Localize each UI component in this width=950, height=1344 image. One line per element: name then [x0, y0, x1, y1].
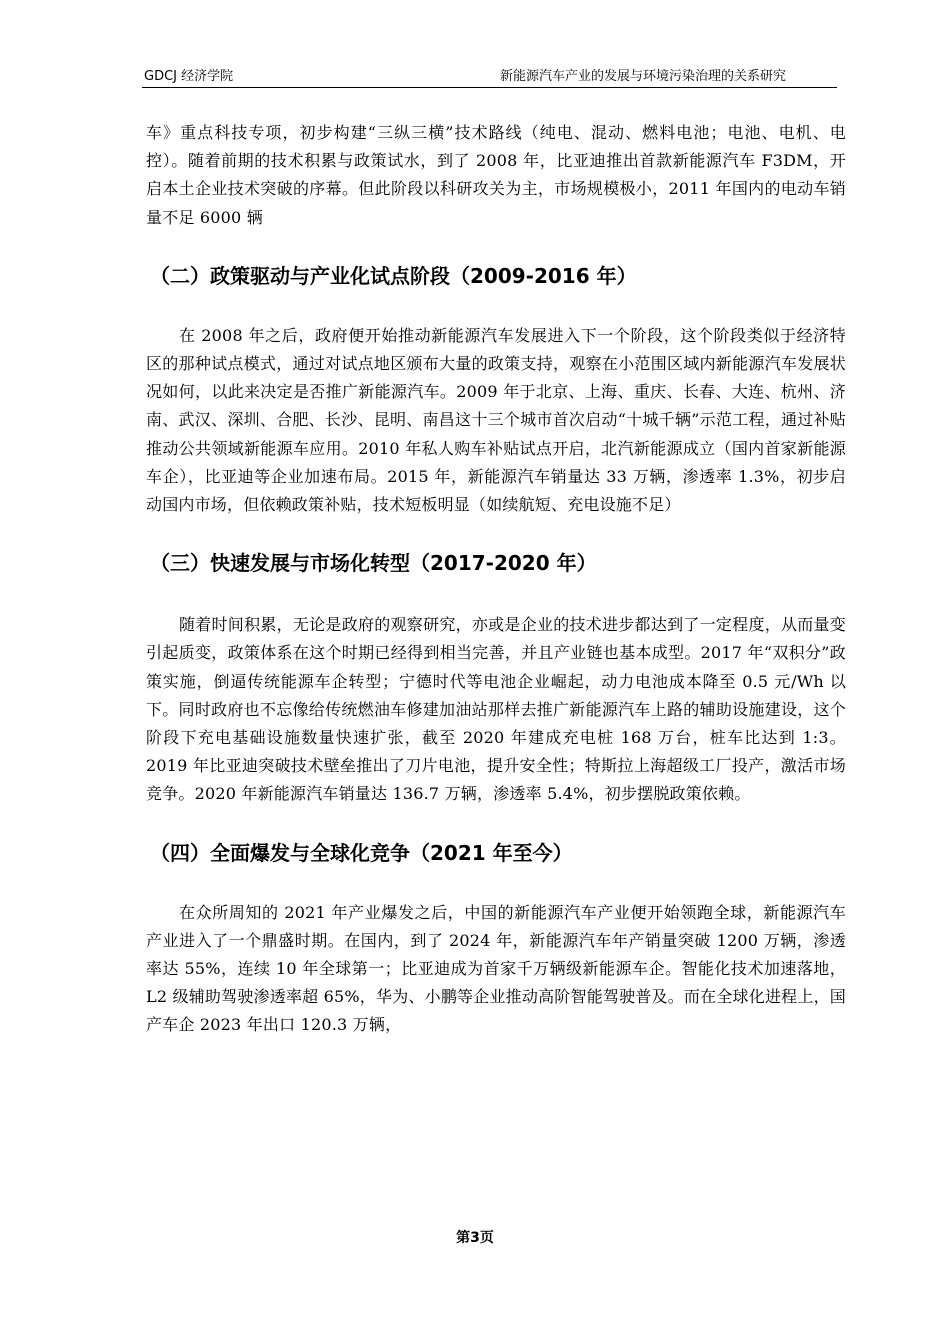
paragraph-section-4: 在众所周知的 2021 年产业爆发之后，中国的新能源汽车产业便开始领跑全球，新能源汽车产业进入了一个鼎盛时期。在国内，到了 2024 年，新能源汽车年产销量突破 1200 万辆，渗透率达 55%，连续 10 年全球第一；比亚迪成为首家千万辆级新能源车企。智能化技术加速落地，L2 级辅助驾驶渗透率超 65%，华为、小鹏等企业推动高阶智能驾驶普及。而在全球化进程上，国产车企 2023 年出口 120.3 万辆，	[146, 902, 846, 1035]
section-heading-4: （四）全面爆发与全球化竞争（2021 年至今）	[150, 840, 573, 865]
paragraph-intro: 车》重点科技专项，初步构建“三纵三横”技术路线（纯电、混动、燃料电池；电池、电机、电控）。随着前期的技术积累与政策试水，到了 2008 年，比亚迪推出首款新能源汽车 F3DM，开启本土企业技术突破的序幕。但此阶段以科研攻关为主，市场规模极小，2011 年国内的电动车销量不足 6000 辆	[146, 123, 846, 227]
header-title: 新能源汽车产业的发展与环境污染治理的关系研究	[499, 69, 786, 84]
page-number: 第3页	[456, 1230, 494, 1246]
header-divider	[142, 87, 837, 88]
section-heading-2: （二）政策驱动与产业化试点阶段（2009-2016 年）	[150, 263, 637, 288]
main-content	[146, 119, 846, 1040]
section-heading-3: （三）快速发展与市场化转型（2017-2020 年）	[150, 551, 597, 576]
paragraph-section-2: 在 2008 年之后，政府便开始推动新能源汽车发展进入下一个阶段，这个阶段类似于经济特区的那种试点模式，通过对试点地区颁布大量的政策支持，观察在小范围区域内新能源汽车发展状况如何，以此来决定是否推广新能源汽车。2009 年于北京、上海、重庆、长春、大连、杭州、济南、武汉、深圳、合肥、长沙、昆明、南昌这十三个城市首次启动“十城千辆”示范工程，通过补贴推动公共领域新能源车应用。2010 年私人购车补贴试点开启，北汽新能源成立（国内首家新能源车企），比亚迪等企业加速布局。2015 年，新能源汽车销量达 33 万辆，渗透率 1.3%，初步启动国内市场，但依赖政策补贴，技术短板明显（如续航短、充电设施不足）	[146, 325, 846, 515]
header-institution: GDCJ 经济学院	[144, 69, 234, 84]
paragraph-section-3: 随着时间积累，无论是政府的观察研究，亦或是企业的技术进步都达到了一定程度，从而量变引起质变，政策体系在这个时期已经得到相当完善，并且产业链也基本成型。2017 年“双积分”政策实施，倒逼传统能源车企转型；宁德时代等电池企业崛起，动力电池成本降至 0.5 元/Wh 以下。同时政府也不忘像给传统燃油车修建加油站那样去推广新能源汽车上路的辅助设施建设，这个阶段下充电基础设施数量快速扩张，截至 2020 年建成充电桩 168 万台，桩车比达到 1:3。2019 年比亚迪突破技术壁垒推出了刀片电池，提升安全性；特斯拉上海超级工厂投产，激活市场竞争。2020 年新能源汽车销量达 136.7 万辆，渗透率 5.4%，初步摆脱政策依赖。	[146, 615, 846, 804]
